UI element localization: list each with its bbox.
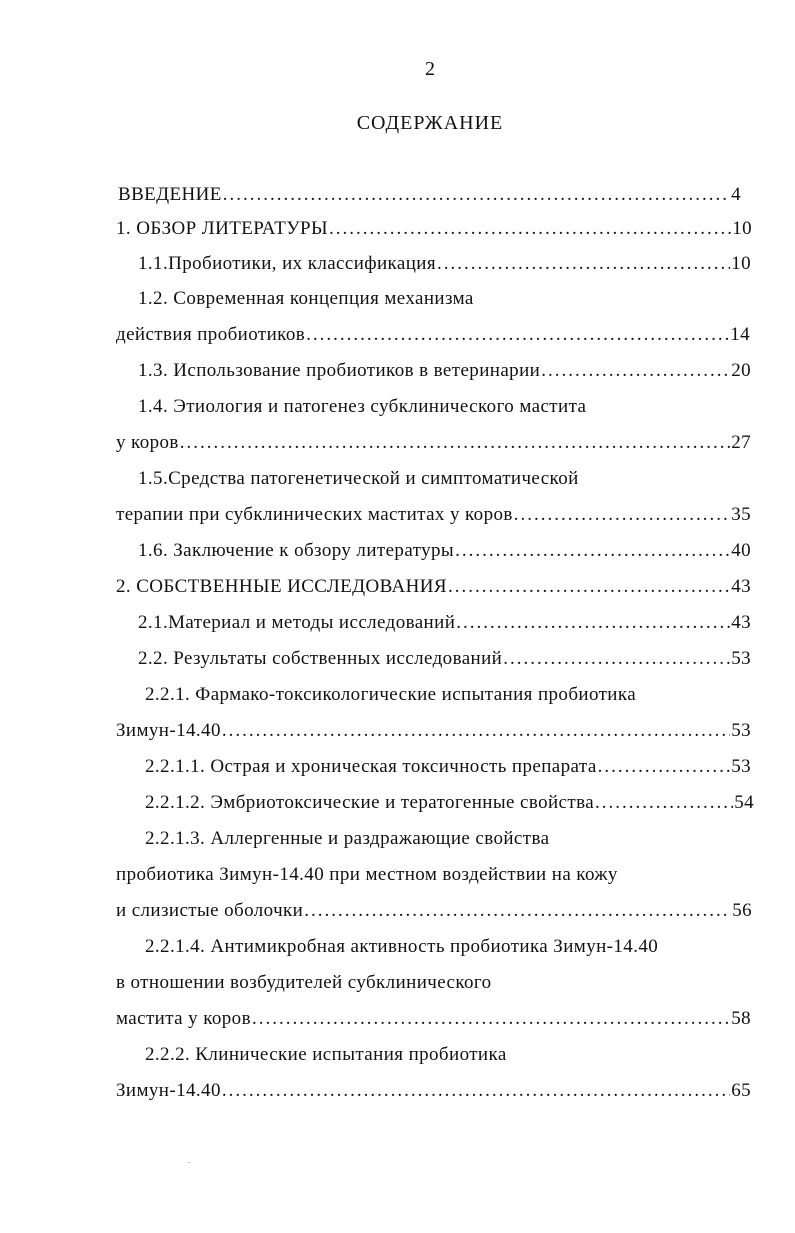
- toc-entry-text: 2.2. Результаты собственных исследований: [138, 648, 503, 669]
- toc-entry-text: и слизистые оболочки: [116, 900, 304, 921]
- toc-entry-page: 27: [731, 432, 751, 453]
- toc-entry-2-2-2-line1: [145, 1040, 507, 1070]
- toc-entry-text: 1.1.Пробиотики, их классификация: [138, 253, 437, 274]
- toc-entry-literature-review: [116, 214, 752, 244]
- toc-entry-2-2-1-1: [145, 752, 751, 782]
- toc-entry-page: 40: [731, 540, 751, 561]
- dot-leader: [222, 716, 730, 746]
- toc-entry-2-2-1-4-line1: [145, 932, 658, 962]
- toc-entry-page: 20: [731, 360, 751, 381]
- toc-entry-text: у коров: [116, 432, 179, 453]
- toc-entry-text: 2. СОБСТВЕННЫЕ ИССЛЕДОВАНИЯ: [116, 576, 447, 597]
- toc-entry-text: 1. ОБЗОР ЛИТЕРАТУРЫ: [116, 218, 328, 239]
- toc-entry-2-2: [138, 644, 751, 674]
- dot-leader: [306, 320, 729, 350]
- toc-entry-1-6: [138, 536, 751, 566]
- toc-entry-2-2-1-3-line2: [116, 860, 618, 890]
- dot-leader: [222, 1076, 730, 1106]
- toc-entry-2-2-1-4-line3: [116, 1004, 751, 1034]
- dot-leader: [304, 896, 731, 926]
- toc-entry-page: 58: [731, 1008, 751, 1029]
- toc-entry-page: 54: [734, 792, 754, 813]
- toc-entry-page: 56: [732, 900, 752, 921]
- toc-entry-text: 1.5.Средства патогенетической и симптоматической: [138, 468, 579, 489]
- toc-entry-text: 2.2.1.2. Эмбриотоксические и тератогенные свойства: [145, 792, 595, 813]
- dot-leader: [541, 356, 730, 386]
- toc-entry-2-1: [138, 608, 751, 638]
- toc-entry-page: 4: [731, 184, 741, 205]
- toc-entry-text: действия пробиотиков: [116, 324, 306, 345]
- toc-entry-introduction: [118, 180, 741, 210]
- toc-entry-2-2-2-line2: [116, 1076, 751, 1106]
- toc-entry-text: Зимун-14.40: [116, 1080, 221, 1101]
- toc-entry-2-2-1-3-line3: [116, 896, 752, 926]
- toc-entry-page: 53: [731, 756, 751, 777]
- toc-entry-2-2-1-line2: [116, 716, 751, 746]
- scan-speck: [188, 1162, 190, 1163]
- toc-entry-1-5-line1: [138, 464, 579, 494]
- dot-leader: [598, 752, 731, 782]
- dot-leader: [252, 1004, 730, 1034]
- toc-entry-1-3: [138, 356, 751, 386]
- toc-entry-text: мастита у коров: [116, 1008, 251, 1029]
- dot-leader: [455, 536, 730, 566]
- dot-leader: [448, 572, 730, 602]
- toc-entry-1-4-line2: [116, 428, 751, 458]
- toc-entry-text: 2.2.1.3. Аллергенные и раздражающие свойства: [145, 828, 550, 849]
- toc-title: СОДЕРЖАНИЕ: [356, 112, 504, 134]
- toc-entry-page: 53: [731, 648, 751, 669]
- toc-entry-2-2-1-line1: [145, 680, 636, 710]
- toc-entry-page: 65: [731, 1080, 751, 1101]
- toc-entry-1-1: [138, 249, 751, 279]
- toc-entry-text: в отношении возбудителей субклинического: [116, 972, 492, 993]
- toc-entry-1-2-line2: [116, 320, 750, 350]
- toc-entry-text: 2.2.1.4. Антимикробная активность пробиотика Зимун-14.40: [145, 936, 659, 957]
- toc-entry-page: 43: [731, 612, 751, 633]
- toc-entry-text: 2.2.1. Фармако-токсикологические испытания пробиотика: [145, 684, 637, 705]
- dot-leader: [503, 644, 730, 674]
- toc-entry-page: 10: [732, 218, 752, 239]
- toc-entry-text: 2.1.Материал и методы исследований: [138, 612, 456, 633]
- dot-leader: [223, 180, 730, 210]
- toc-entry-text: 1.4. Этиология и патогенез субклинического мастита: [138, 396, 587, 417]
- toc-entry-1-5-line2: [116, 500, 751, 530]
- toc-entry-text: 1.3. Использование пробиотиков в ветеринарии: [138, 360, 541, 381]
- dot-leader: [456, 608, 730, 638]
- toc-entry-page: 35: [731, 504, 751, 525]
- toc-entry-2-2-1-3-line1: [145, 824, 549, 854]
- toc-entry-page: 14: [730, 324, 750, 345]
- toc-entry-2-2-1-4-line2: [116, 968, 492, 998]
- toc-entry-text: 2.2.1.1. Острая и хроническая токсичность препарата: [145, 756, 597, 777]
- toc-entry-own-research: [116, 572, 751, 602]
- toc-entry-text: 2.2.2. Клинические испытания пробиотика: [145, 1044, 507, 1065]
- page-number: 2: [425, 58, 435, 80]
- toc-entry-1-4-line1: [138, 392, 586, 422]
- toc-entry-text: терапии при субклинических маститах у коров: [116, 504, 513, 525]
- toc-entry-2-2-1-2: [145, 788, 754, 818]
- toc-entry-text: пробиотика Зимун-14.40 при местном воздействии на кожу: [116, 864, 618, 885]
- dot-leader: [514, 500, 730, 530]
- dot-leader: [180, 428, 730, 458]
- dot-leader: [595, 788, 733, 818]
- dot-leader: [329, 214, 731, 244]
- toc-entry-page: 53: [731, 720, 751, 741]
- dot-leader: [437, 249, 730, 279]
- toc-entry-text: ВВЕДЕНИЕ: [118, 184, 222, 205]
- toc-entry-page: 10: [731, 253, 751, 274]
- toc-entry-1-2-line1: [138, 284, 474, 314]
- toc-entry-text: Зимун-14.40: [116, 720, 221, 741]
- toc-entry-text: 1.6. Заключение к обзору литературы: [138, 540, 455, 561]
- toc-entry-page: 43: [731, 576, 751, 597]
- toc-entry-text: 1.2. Современная концепция механизма: [138, 288, 474, 309]
